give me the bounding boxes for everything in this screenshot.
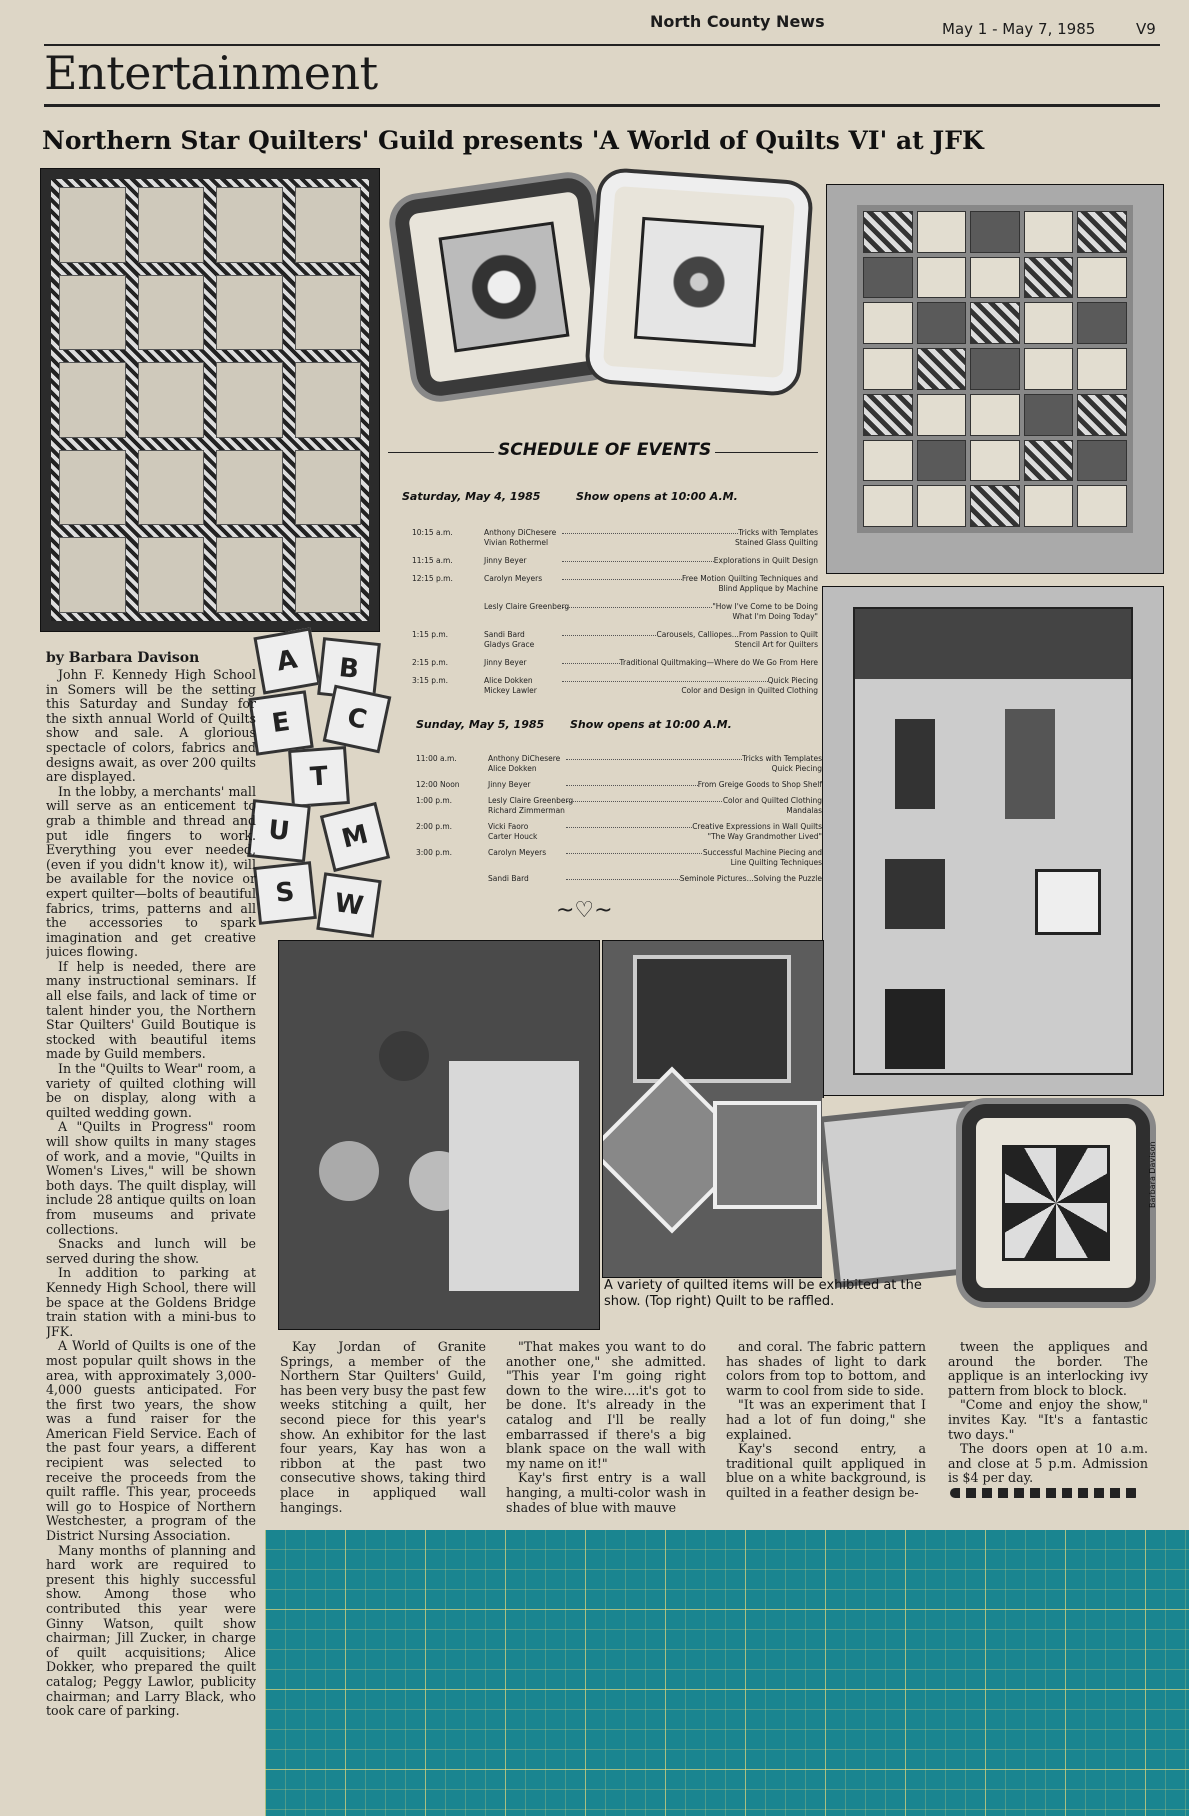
event-titles [612, 528, 818, 548]
event-title: Creative Expressions in Wall Quilts [692, 822, 822, 831]
alphabet-block: A [253, 627, 320, 694]
presenter-name: Alice Dokken [484, 676, 533, 685]
event-titles [616, 780, 822, 790]
raffle-quilt-blocks [857, 205, 1133, 533]
sunday-day: Sunday, May 5, 1985 [416, 718, 545, 731]
alphabet-blocks-photo [250, 632, 410, 942]
event-presenters [484, 574, 604, 584]
event-time: 11:15 a.m. [412, 556, 453, 565]
article-paragraph: In addition to parking at Kennedy High School, there will be space at the Goldens Bridge train station with a mini-bus to JFK. [46, 1265, 256, 1339]
cutting-mat [265, 1530, 1189, 1816]
event-titles [616, 796, 822, 816]
article-column-2 [280, 1340, 486, 1515]
event-titles [612, 602, 818, 622]
presenter-name: Anthony DiChesere [488, 754, 561, 763]
section-rule [44, 104, 1160, 107]
article-paragraph: and coral. The fabric pattern has shades of light to dark colors from top to bottom, and warm to cool from side to side. [726, 1339, 926, 1398]
byline: by Barbara Davison [46, 650, 200, 666]
article-paragraph: Kay's second entry, a traditional quilt appliqued in blue on a white background, is quilted in a feather design be- [726, 1441, 926, 1500]
page-number: V9 [1136, 20, 1156, 38]
presenter-name: Carolyn Meyers [484, 574, 543, 583]
event-time: 12:15 p.m. [412, 574, 453, 583]
event-time: 3:00 p.m. [416, 848, 453, 857]
saturday-day: Saturday, May 4, 1985 [402, 490, 541, 503]
event-title: Carousels, Calliopes...From Passion to Quilt [656, 630, 818, 639]
schedule-event [416, 822, 822, 842]
photo-sampler-quilt [40, 168, 380, 632]
presenter-name: Jinny Beyer [484, 658, 527, 667]
pillow-pinwheel [962, 1104, 1150, 1302]
article-paragraph: If help is needed, there are many instructional seminars. If all else fails, and lack of time or talent hinder you, the Northern Star Quilters' Guild Boutique is stocked with beautiful items made by Guild members. [46, 958, 256, 1062]
alphabet-block: E [248, 690, 314, 756]
event-presenters [488, 796, 608, 816]
presenter-name: Vicki Faoro [488, 822, 529, 831]
event-titles [612, 556, 818, 566]
article-paragraph: "That makes you want to do another one," she admitted. "This year I'm going right down to the wire....it's got to be done. It's already in the catalog and I'll be really embarrassed if there's a big blank space on the wall with my name on it!" [506, 1339, 706, 1471]
pillow-star [588, 171, 810, 393]
presenter-name: Mickey Lawler [484, 686, 537, 695]
event-title: "The Way Grandmother Lived" [707, 832, 822, 841]
article-paragraph: A "Quilts in Progress" room will show quilts in many stages of work, and a movie, "Quilts in Women's Lives," will be shown both days. The quilt display, will include 28 antique quilts on loan from museums and private collections. [46, 1119, 256, 1237]
event-titles [612, 630, 818, 650]
alphabet-block: S [253, 861, 317, 925]
event-presenters [484, 630, 604, 650]
event-time: 12:00 Noon [416, 780, 460, 789]
event-titles [616, 874, 822, 884]
article-paragraph: "It was an experiment that I had a lot of fun doing," she explained. [726, 1397, 926, 1442]
alphabet-block: U [247, 799, 311, 863]
event-time: 3:15 p.m. [412, 676, 449, 685]
article-paragraph: In the lobby, a merchants' mall will serve as an enticement to grab a thimble and thread and put idle fingers to work. Everything you ever needed, (even if you didn't know it), will be available for the novice or expert quilter—bolts of beautiful fabrics, trims, patterns and all the accessories to spark imagination and get creative juices flowing. [46, 783, 256, 960]
event-title: Tricks with Templates [738, 528, 818, 537]
sunday-opens: Show opens at 10:00 A.M. [570, 718, 732, 731]
event-time: 1:00 p.m. [416, 796, 453, 805]
event-presenters [488, 848, 608, 858]
event-title: From Greige Goods to Shop Shelf [697, 780, 822, 789]
presenter-name: Sandi Bard [484, 630, 525, 639]
alphabet-block: M [320, 802, 390, 872]
event-title: Tricks with Templates [742, 754, 822, 763]
article-paragraph: Many months of planning and hard work are required to present this highly successful show. Among those who contributed this year were Ginny Watson, quilt show chairman; Jill Zucker, in charge of quilt acquisitions; Alice Dokker, who prepared the quilt catalog; Peggy Lawlor, publicity chairman; and Larry Black, who took care of parking. [46, 1542, 256, 1719]
event-titles [612, 676, 818, 696]
event-time: 1:15 p.m. [412, 630, 449, 639]
event-title: Stencil Art for Quilters [734, 640, 818, 649]
presenter-name: Gladys Grace [484, 640, 535, 649]
event-time: 2:15 p.m. [412, 658, 449, 667]
event-titles [612, 658, 818, 668]
heart-ornament: ~♡~ [556, 898, 613, 923]
event-time: 2:00 p.m. [416, 822, 453, 831]
event-presenters [488, 754, 608, 774]
schedule-title: SCHEDULE OF EVENTS [494, 440, 715, 460]
event-title: Quick Piecing [771, 764, 822, 773]
event-presenters [484, 602, 604, 612]
photo-pillows [385, 158, 833, 428]
schedule-event [412, 556, 818, 566]
event-title: Explorations in Quilt Design [713, 556, 818, 565]
event-title: Traditional Quiltmaking—Where do We Go From Here [619, 658, 818, 667]
photo-dolls [278, 940, 600, 1330]
event-title: What I'm Doing Today" [732, 612, 818, 621]
photo-raffle-quilt [826, 184, 1164, 574]
alphabet-block: B [317, 637, 381, 701]
event-title: Seminole Pictures...Solving the Puzzle [679, 874, 822, 883]
photo-caption: A variety of quilted items will be exhibited at the show. (Top right) Quilt to be raffled. [604, 1278, 922, 1309]
event-title: Free Motion Quilting Techniques and [681, 574, 818, 583]
paper-name: North County News [650, 12, 825, 31]
event-presenters [484, 658, 604, 668]
event-title: Line Quilting Techniques [730, 858, 822, 867]
article-paragraph: A World of Quilts is one of the most popular quilt shows in the area, with approximately 3,000-4,000 guests anticipated. For the first two years, the show was a fund raiser for the American Field Service. Each of the past four years, a different recipient was selected to receive the proceeds from the quilt raffle. This year, proceeds will go to Hospice of Northern Westchester, a program of the District Nursing Association. [46, 1338, 256, 1544]
section-title: Entertainment [44, 46, 378, 100]
event-title: Successful Machine Piecing and [702, 848, 822, 857]
article-column-5 [948, 1340, 1148, 1486]
event-presenters [488, 822, 608, 842]
end-ornament [950, 1488, 1140, 1498]
schedule-event [412, 574, 818, 594]
event-presenters [484, 556, 604, 566]
event-presenters [484, 676, 604, 696]
event-presenters [484, 528, 604, 548]
event-title: Mandalas [786, 806, 822, 815]
presenter-name: Jinny Beyer [488, 780, 531, 789]
event-time: 10:15 a.m. [412, 528, 453, 537]
pillow-fan [392, 175, 616, 399]
event-titles [612, 574, 818, 594]
event-title: Blind Applique by Machine [718, 584, 818, 593]
schedule-event [416, 754, 822, 774]
presenter-name: Richard Zimmerman [488, 806, 565, 815]
alphabet-block: C [323, 685, 392, 754]
article-paragraph: tween the appliques and around the border. The applique is an interlocking ivy pattern from block to block. [948, 1339, 1148, 1398]
presenter-name: Lesly Claire Greenberg [488, 796, 574, 805]
presenter-name: Jinny Beyer [484, 556, 527, 565]
event-titles [616, 754, 822, 774]
event-title: Quick Piecing [767, 676, 818, 685]
photo-credit: Barbara Davison [1148, 1141, 1157, 1208]
presenter-name: Carolyn Meyers [488, 848, 547, 857]
schedule-event [416, 780, 822, 790]
schedule-event [416, 796, 822, 816]
event-title: Color and Design in Quilted Clothing [681, 686, 818, 695]
schedule-event [412, 602, 818, 622]
alphabet-block: W [316, 872, 382, 938]
schedule-event [412, 658, 818, 668]
presenter-name: Lesly Claire Greenberg [484, 602, 570, 611]
event-presenters [488, 874, 608, 884]
article-paragraph: John F. Kennedy High School in Somers will be the setting this Saturday and Sunday for the sixth annual World of Quilts show and sale. A glorious spectacle of colors, fabrics and designs await, as over 200 quilts are displayed. [46, 668, 256, 785]
article-paragraph: The doors open at 10 a.m. and close at 5 p.m. Admission is $4 per day. [948, 1441, 1148, 1486]
photo-dollhouse-quilt [822, 586, 1164, 1096]
article-paragraph: "Come and enjoy the show," invites Kay. "It's a fantastic two days." [948, 1397, 1148, 1442]
presenter-name: Sandi Bard [488, 874, 529, 883]
alphabet-block: T [288, 746, 350, 808]
presenter-name: Carter Houck [488, 832, 538, 841]
event-time: 11:00 a.m. [416, 754, 457, 763]
quilt-blocks [51, 179, 369, 621]
article-column-1 [46, 668, 256, 1816]
saturday-events [412, 528, 818, 708]
headline: Northern Star Quilters' Guild presents 'A World of Quilts VI' at JFK [42, 126, 984, 155]
event-titles [616, 822, 822, 842]
article-paragraph: Kay Jordan of Granite Springs, a member of the Northern Star Quilters' Guild, has been very busy the past few weeks stitching a quilt, her second piece for this year's show. An exhibitor for the last four years, Kay has won a ribbon at the past two consecutive shows, taking third place in appliqued wall hangings. [280, 1339, 486, 1515]
schedule-event [412, 528, 818, 548]
presenter-name: Alice Dokken [488, 764, 537, 773]
schedule-event [416, 874, 822, 884]
article-paragraph: Snacks and lunch will be served during the show. [46, 1236, 256, 1266]
schedule-event [412, 630, 818, 650]
event-titles [616, 848, 822, 868]
article-column-3 [506, 1340, 706, 1515]
event-presenters [488, 780, 608, 790]
sunday-events [416, 754, 822, 894]
presenter-name: Vivian Rothermel [484, 538, 549, 547]
schedule-event [416, 848, 822, 868]
saturday-opens: Show opens at 10:00 A.M. [576, 490, 738, 503]
issue-date: May 1 - May 7, 1985 [942, 20, 1096, 38]
event-title: "How I've Come to be Doing [712, 602, 818, 611]
presenter-name: Anthony DiChesere [484, 528, 557, 537]
article-column-4 [726, 1340, 926, 1501]
article-paragraph: Kay's first entry is a wall hanging, a multi-color wash in shades of blue with mauve [506, 1470, 706, 1515]
article-paragraph: In the "Quilts to Wear" room, a variety of quilted clothing will be on display, along with a quilted wedding gown. [46, 1061, 256, 1120]
dollhouse-applique [853, 607, 1133, 1075]
event-title: Stained Glass Quilting [735, 538, 818, 547]
schedule-event [412, 676, 818, 696]
photo-pillow-display [602, 940, 824, 1278]
event-title: Color and Quilted Clothing [722, 796, 822, 805]
